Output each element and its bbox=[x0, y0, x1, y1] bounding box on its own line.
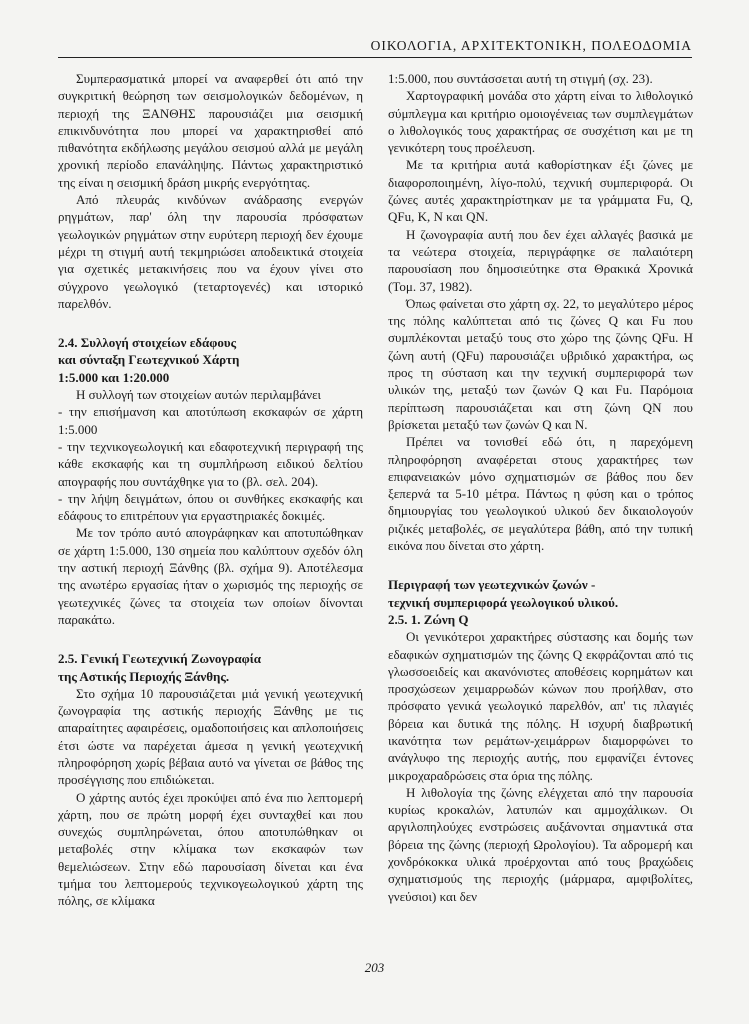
paragraph: Η λιθολογία της ζώνης ελέγχεται από την παρουσία κυρίως κροκαλών, λατυπών και αμμοχάλικων. Οι αργιλοπηλούχες ενστρώσεις αυξάνονται σημαντικά στα βόρεια της ζώνης (περιοχή Ωρολογίου). Τα αδρομερή και χονδρόκοκκα υλικά προέρχονται από τους βραχώδεις σχηματισμούς της περιοχής (μάρμαρα, αμφιβολίτες, γνεύσιοι) και δεν bbox=[388, 784, 693, 904]
list-item: - την λήψη δειγμάτων, όπου οι συνθήκες εκσκαφής και εδάφους το επιτρέπουν για εργαστηριακές δοκιμές. bbox=[58, 490, 363, 524]
section-heading-2-5 bbox=[58, 650, 363, 685]
paragraph: Από πλευράς κινδύνων ανάδρασης ενεργών ρηγμάτων, παρ' όλη την παρουσία πρόσφατων γεωλογικών ρηγμάτων στην ευρύτερη περιοχή δεν έχουμε μέχρι τη στιγμή αυτή τεκμηριώσει αποδεικτικά στοιχεία για σχετικές μετακινήσεις που να έχουν γίνει στο σύγχρονο γεωλογικό (τεταρτογενές) και ιστορικό παρελθόν. bbox=[58, 192, 363, 311]
paragraph: Οι γενικότεροι χαρακτήρες σύστασης και δομής των εδαφικών σχηματισμών της ζώνης Q εκφράζονται από τις γλωσσοειδείς και ακανόνιστες αποθέσεις κορημάτων και προσχώσεων χειμαρρωδών κώνων που προήλθαν, στο πρόσφατο γενικά γεωλογικό παρελθόν, απ' τις πλαγιές βόρεια και δυτικά της πόλης. Η ισχυρή διαβρωτική ικανότητα των ρεμάτων-χειμάρρων διαμορφώνει το ανάγλυφο της περιοχής αυτής, που εμφανίζει έντονες μικροχαραδρώσεις στα όρια της πόλης. bbox=[388, 629, 693, 783]
paragraph: Ο χάρτης αυτός έχει προκύψει από ένα πιο λεπτομερή χάρτη, που σε πρώτη μορφή έχει συνταχθεί και που συνεχώς συμπληρώνεται, όπου αποτυπώθηκαν οι μεταβολές στην κλίμακα των εκσκαφών των θεμελιώσεων. Στην εδώ παρουσίαση δίνεται και ένα τμήμα του λεπτομερούς τεχνικογεωλογικού χάρτη της πόλης, σε κλίμακα bbox=[58, 789, 363, 909]
paragraph: Η συλλογή των στοιχείων αυτών περιλαμβάνει bbox=[76, 387, 322, 403]
paragraph: Με τον τρόπο αυτό απογράφηκαν και αποτυπώθηκαν σε χάρτη 1:5.000, 130 σημεία που καλύπτουν σχεδόν όλη την αστική περιοχή Ξάνθης (βλ. σχήμα 9). Αποτέλεσμα της ανωτέρω εργασίας ήταν ο χωρισμός της περιοχής σε γεωτεχνικές ζώνες τα στοιχεία των οποίων δίνονται παρακάτω. bbox=[58, 525, 363, 627]
heading-line: 1:5.000 και 1:20.000 bbox=[58, 369, 170, 385]
paragraph: Συμπερασματικά μπορεί να αναφερθεί ότι από την συγκριτική θεώρηση των σεισμολογικών δεδομένων, η περιοχή της ΞΑΝΘΗΣ παρουσιάζει μια σεισμική επικινδυνότητα που μπορεί να χαρακτηρισθεί από πιθανότητα εκδήλωσης μεγάλου σεισμού αλλά με μεγάλη χρονική περίοδο επανάληψης. Πάντως χαρακτηριστικό της είναι η σεισμική δράση μικρής ενεργότητας. bbox=[58, 71, 363, 190]
heading-line: Περιγραφή των γεωτεχνικών ζωνών - bbox=[388, 577, 596, 593]
paragraph: Με τα κριτήρια αυτά καθορίστηκαν έξι ζώνες με διαφοροποιημένη, λίγο-πολύ, τεχνική συμπεριφορά. Οι ζώνες αυτές χαρακτηρίστηκαν με τα γράμματα Fu, Q, QFu, K, N και QN. bbox=[388, 157, 693, 225]
heading-line: της Αστικής Περιοχής Ξάνθης. bbox=[58, 668, 230, 684]
paragraph: Χαρτογραφική μονάδα στο χάρτη είναι το λιθολογικό σύμπλεγμα και κριτήριο ομοιογένειας των συμπλεγμάτων ο λιθολογικός τους χαρακτήρας σε συσχέτιση και με τη γενικότερη τους προέλευση. bbox=[388, 88, 693, 156]
paragraph: Όπως φαίνεται στο χάρτη σχ. 22, το μεγαλύτερο μέρος της πόλης καλύπτεται από τις ζώνες Q και Fu που συμπλέκονται μεταξύ τους στο χώρο της ζώνης QFu. Η ζώνη αυτή (QFu) παρουσιάζει υβριδικό χαρακτήρα, ως προς τη σύσταση και την τεχνική συμπεριφορά των υλικών της, μεταξύ των ζωνών Q και Fu. Παρόμοια περίπτωση παρουσιάζεται και στη ζώνη QN που βρίσκεται μεταξύ των ζωνών Q και N. bbox=[388, 295, 693, 432]
list-item: - την επισήμανση και αποτύπωση εκσκαφών σε χάρτη 1:5.000 bbox=[58, 404, 363, 437]
heading-line: 2.4. Συλλογή στοιχείων εδάφους bbox=[58, 335, 237, 351]
page-number: 203 bbox=[364, 960, 385, 975]
left-column bbox=[58, 70, 363, 910]
section-heading-2-4 bbox=[58, 334, 363, 386]
paragraph: Στο σχήμα 10 παρουσιάζεται μιά γενική γεωτεχνική ζωνογραφία της αστικής περιοχής Ξάνθης με τις απαραίτητες αφαιρέσεις, ομαδοποιήσεις και απλοποιήσεις έτσι ώστε να παρέχεται άμεσα η γενική γεωτεχνική πληροφόρηση χωρίς βέβαια αυτό να γίνεται σε βάθος της προσέγγισης που επιδιώκεται. bbox=[58, 685, 363, 788]
list-item: - την τεχνικογεωλογική και εδαφοτεχνική περιγραφή της κάθε εκσκαφής και τη συμπλήρωση ειδικού δελτίου απογραφής που συντάχθηκε για το (βλ. σελ. 204). bbox=[58, 438, 363, 489]
heading-line: και σύνταξη Γεωτεχνικού Χάρτη bbox=[58, 352, 240, 368]
subsection-heading-2-5-1: 2.5. 1. Ζώνη Q bbox=[388, 611, 469, 627]
running-header: ΟΙΚΟΛΟΓΙΑ, ΑΡΧΙΤΕΚΤΟΝΙΚΗ, ΠΟΛΕΟΔΟΜΙΑ bbox=[58, 38, 692, 58]
right-column bbox=[388, 70, 693, 905]
heading-line: 2.5. Γενική Γεωτεχνική Ζωνογραφία bbox=[58, 651, 262, 667]
section-heading-zone-description bbox=[388, 576, 693, 628]
heading-line: τεχνική συμπεριφορά γεωλογικού υλικού. bbox=[388, 594, 619, 610]
paragraph: Η ζωνογραφία αυτή που δεν έχει αλλαγές βασικά με τα νεώτερα στοιχεία, περιγράφηκε σε παλαιότερη παρουσίαση που δημοσιεύτηκε στα Θρακικά Χρονικά (Τομ. 37, 1982). bbox=[388, 226, 693, 294]
paragraph: Πρέπει να τονισθεί εδώ ότι, η παρεχόμενη πληροφόρηση αναφέρεται στους χαρακτήρες των επιφανειακών μόνο σχηματισμών σε βάθος που δεν ξεπερνά τα 5-10 μέτρα. Πάντως η φύση και ο τρόπος δημιουργίας του γεωλογικού υλικού δεν δικαιολογούν ριζικές μεταβολές, σε μεγαλύτερα βάθη, από την τυπική εικόνα που δίνεται στο χάρτη. bbox=[388, 434, 693, 554]
paragraph: 1:5.000, που συντάσσεται αυτή τη στιγμή (σχ. 23). bbox=[388, 71, 653, 86]
